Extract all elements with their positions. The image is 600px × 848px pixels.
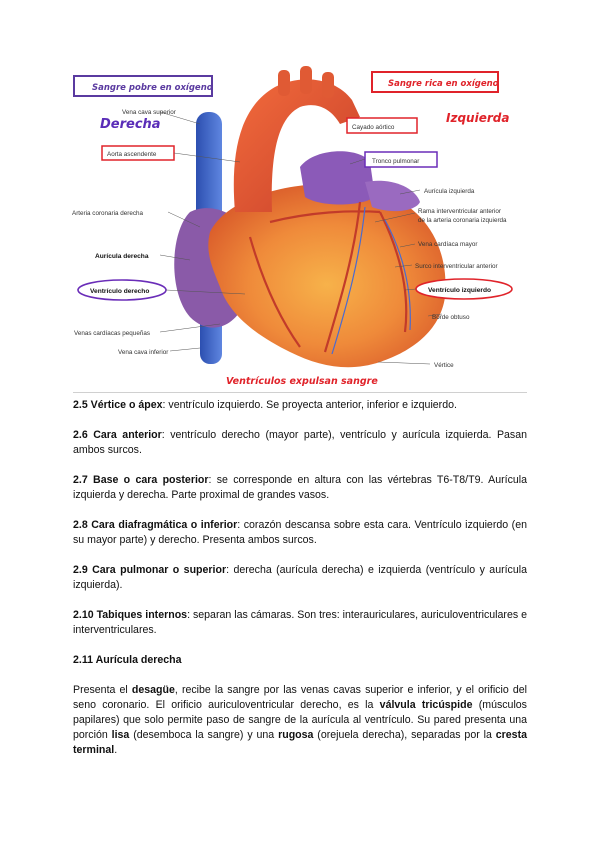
- section-text: : se corresponde en altura con las vértebras T6-T8/T9. Aurícula izquierda y derecha. Parte proximal de grandes vasos.: [73, 474, 527, 501]
- para-bold: cresta terminal: [73, 729, 527, 756]
- section-title: 2.8 Cara diafragmática o inferior: [73, 519, 238, 531]
- label-arteria-coronaria-derecha: Arteria coronaria derecha: [72, 210, 144, 217]
- section-text: : separan las cámaras. Son tres: interauriculares, auriculoventriculares e interventriculares.: [73, 609, 527, 636]
- section-title: 2.7 Base o cara posterior: [73, 474, 209, 486]
- figure-bottom-caption: Ventrículos expulsan sangre: [226, 376, 378, 387]
- section-title: 2.5 Vértice o ápex: [73, 399, 163, 411]
- section-text: : derecha (aurícula derecha) e izquierda (ventrículo y aurícula izquierda).: [73, 564, 527, 591]
- section-text: : ventrículo izquierdo. Se proyecta anterior, inferior e izquierdo.: [162, 399, 457, 411]
- section-text: : corazón descansa sobre esta cara. Ventrículo izquierdo (en su mayor parte) y derecho. Presenta ambos surcos.: [73, 519, 527, 546]
- left-atrium-shape: [365, 181, 420, 211]
- aortic-branch-3: [322, 72, 334, 98]
- section-2-10: [73, 608, 527, 638]
- section-2-7: [73, 473, 527, 503]
- label-vena-cava-superior: Vena cava superior: [122, 109, 176, 116]
- label-aorta-ascendente: Aorta ascendente: [107, 151, 157, 158]
- section-2-6: [73, 428, 527, 458]
- para-bold: válvula tricúspide: [379, 699, 473, 711]
- figure-divider: [73, 392, 527, 393]
- para-text: .: [114, 744, 118, 756]
- section-text: : ventrículo derecho (mayor parte), ventrículo y aurícula izquierda. Pasan ambos surcos.: [73, 429, 528, 456]
- section-heading: 2.11 Aurícula derecha: [73, 654, 182, 666]
- label-ventriculo-izquierdo: Ventrículo izquierdo: [428, 287, 492, 294]
- label-auricula-derecha: Aurícula derecha: [95, 253, 149, 260]
- label-auricula-izquierda: Aurícula izquierda: [424, 188, 475, 195]
- section-2-5: [73, 398, 527, 413]
- label-cayado-aortico: Cayado aórtico: [352, 124, 395, 131]
- label-vena-cardiaca-mayor: Vena cardíaca mayor: [418, 241, 478, 248]
- paragraph-2-11: [73, 683, 527, 758]
- label-vena-cava-inferior: Vena cava inferior: [118, 349, 169, 356]
- para-text: , recibe la sangre por las venas cavas superior e inferior, y el orificio del seno coronario. El orificio auriculoventricular derecho, es la: [73, 684, 527, 711]
- para-text: Presenta el: [73, 684, 132, 696]
- heart-anatomy-figure: [60, 62, 532, 392]
- label-borde-obtuso: Borde obtuso: [432, 314, 470, 321]
- heart-diagram: [60, 62, 532, 392]
- label-tronco-pulmonar: Tronco pulmonar: [372, 158, 420, 165]
- aortic-branch-2: [300, 66, 312, 94]
- para-text: (músculos papilares) que solo permite paso de sangre de la aurícula al ventrículo. Su pared presenta una porción: [73, 699, 527, 741]
- legend-blue-text: Sangre pobre en oxígeno: [92, 83, 213, 93]
- document-body: [73, 398, 527, 773]
- para-text: (desemboca la sangre) y una: [129, 729, 279, 741]
- label-rama-line1: Rama interventricular anterior: [418, 208, 501, 215]
- section-title: 2.9 Cara pulmonar o superior: [73, 564, 227, 576]
- para-bold: lisa: [111, 729, 130, 741]
- label-ventriculo-derecho: Ventrículo derecho: [90, 288, 150, 295]
- para-text: (orejuela derecha), separadas por la: [313, 729, 496, 741]
- para-bold: desagüe: [131, 684, 175, 696]
- section-2-8: [73, 518, 527, 548]
- para-bold: rugosa: [278, 729, 314, 741]
- side-label-right: Izquierda: [446, 111, 510, 125]
- label-venas-cardiacas-pequenas: Venas cardíacas pequeñas: [74, 330, 150, 337]
- section-title: 2.10 Tabiques internos: [73, 609, 188, 621]
- legend-red-text: Sangre rica en oxígeno: [388, 79, 499, 89]
- aortic-branch-1: [278, 70, 290, 96]
- label-surco-interventricular: Surco interventricular anterior: [415, 263, 498, 270]
- label-vertice: Vértice: [434, 362, 454, 369]
- side-label-left: Derecha: [100, 117, 161, 132]
- label-rama-line2: de la arteria coronaria izquierda: [418, 217, 507, 224]
- section-title: 2.6 Cara anterior: [73, 429, 162, 441]
- section-2-9: [73, 563, 527, 593]
- heading-2-11: [73, 653, 527, 668]
